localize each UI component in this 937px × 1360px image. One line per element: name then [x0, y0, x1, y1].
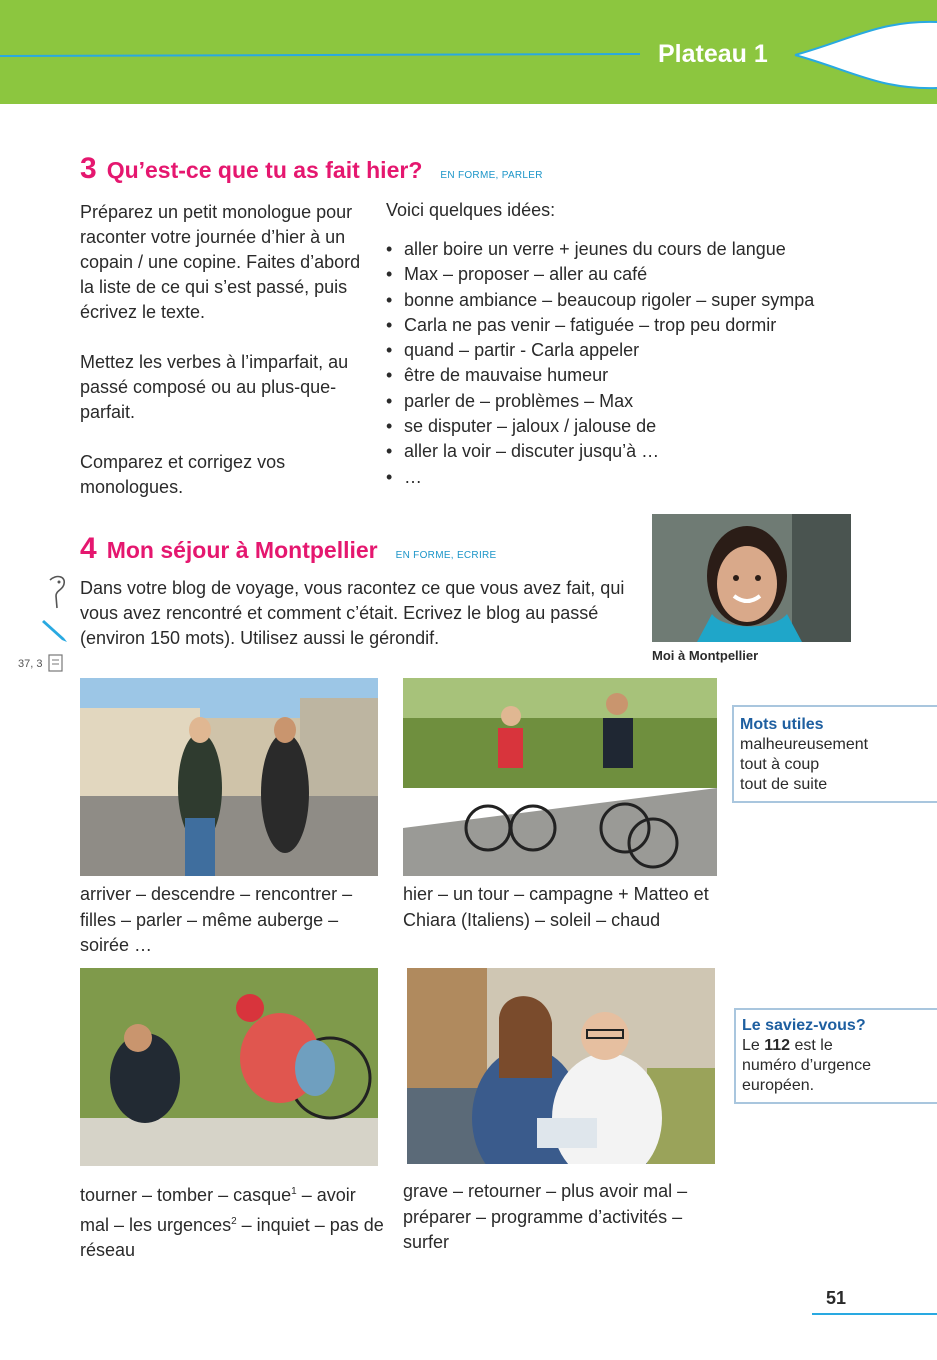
idea-item: • aller la voir – discuter jusqu’à … [386, 439, 814, 464]
section4-heading [80, 532, 497, 566]
idea-item: • Max – proposer – aller au café [386, 262, 814, 287]
mots-utiles-box [732, 705, 937, 803]
idea-item: • bonne ambiance – beaucoup rigoler – super sympa [386, 288, 814, 313]
workbook-icon [48, 654, 64, 679]
photo-bike-accident [80, 968, 378, 1166]
header-banner [0, 0, 937, 104]
emergency-number: 112 [764, 1037, 791, 1054]
idea-item: • être de mauvaise humeur [386, 363, 814, 388]
section4-tag: EN FORME, ECRIRE [395, 550, 497, 561]
section4-instructions: Dans votre blog de voyage, vous racontez ce que vous avez fait, qui vous avez rencontré et comment c’était. Ecrivez le blog au passé (environ 150 mots). Utilisez aussi le gérondif. [80, 578, 625, 648]
le-saviez-post: est le numéro d’urgence européen. [742, 1037, 871, 1094]
chapter-title: Plateau 1 [658, 40, 768, 68]
section3-instructions [80, 200, 365, 525]
caption-photo2: hier – un tour – campagne + Matteo et Chiara (Italiens) – soleil – chaud [403, 884, 709, 930]
mots-utiles-item: tout de suite [740, 776, 828, 793]
idea-item: • se disputer – jaloux / jalouse de [386, 414, 814, 439]
mots-utiles-title: Mots utiles [740, 716, 824, 733]
idea-item: • quand – partir - Carla appeler [386, 338, 814, 363]
le-saviez-text [742, 1036, 872, 1096]
caption3-part: tourner – tomber – casque [80, 1185, 292, 1205]
page-number: 51 [826, 1288, 847, 1308]
instruction-paragraph: Mettez les verbes à l’imparfait, au passé composé ou au plus-que-parfait. [80, 352, 349, 422]
section3-tag: EN FORME, PARLER [440, 170, 543, 181]
le-saviez-box [734, 1008, 937, 1104]
instruction-paragraph: Préparez un petit monologue pour raconter votre journée d’hier à un copain / une copine. Faites d’abord la liste de ce qui s’est passé, puis écrivez le texte. [80, 202, 361, 322]
portrait-photo [652, 514, 851, 642]
ideas-list [386, 237, 814, 490]
caption-photo1: arriver – descendre – rencontrer – filles – parler – même auberge – soirée … [80, 884, 353, 955]
banner-wave-icon [0, 0, 937, 104]
page-number-rule [812, 1313, 937, 1315]
section3-number: 3 [80, 152, 97, 185]
workbook-reference [18, 658, 42, 670]
idea-item: • aller boire un verre + jeunes du cours de langue [386, 237, 814, 262]
mascot-icon [44, 574, 70, 615]
section4-number: 4 [80, 532, 97, 565]
idea-item: • … [386, 465, 814, 490]
photo-cyclists [403, 678, 717, 876]
section3-title: Qu’est-ce que tu as fait hier? [106, 157, 423, 183]
le-saviez-pre: Le [742, 1037, 765, 1054]
section4-title: Mon séjour à Montpellier [106, 537, 378, 563]
section3-heading [80, 152, 543, 186]
mots-utiles-item: tout à coup [740, 756, 820, 773]
ideas-intro: Voici quelques idées: [386, 200, 556, 220]
pencil-icon [40, 614, 70, 649]
idea-item: • Carla ne pas venir – fatiguée – trop peu dormir [386, 313, 814, 338]
footnote-marker: 2 [231, 1215, 237, 1227]
footnote-marker: 1 [291, 1186, 297, 1197]
mots-utiles-item: malheureusement [740, 736, 869, 753]
portrait-caption: Moi à Montpellier [652, 648, 759, 663]
photo-street-girls [80, 678, 378, 876]
photo-couple-tablet [407, 968, 715, 1164]
caption-photo3 [80, 1179, 385, 1264]
idea-item: • parler de – problèmes – Max [386, 389, 814, 414]
caption3-part: – inquiet – pas de réseau [80, 1214, 384, 1260]
caption-photo4: grave – retourner – plus avoir mal – préparer – programme d’activités – surfer [403, 1181, 688, 1252]
caption3-part: – avoir mal – les urgences [80, 1185, 356, 1235]
workbook-ref-text: 37, 3 [18, 658, 43, 670]
instruction-paragraph: Comparez et corrigez vos monologues. [80, 452, 286, 497]
le-saviez-title: Le saviez-vous? [742, 1017, 866, 1034]
